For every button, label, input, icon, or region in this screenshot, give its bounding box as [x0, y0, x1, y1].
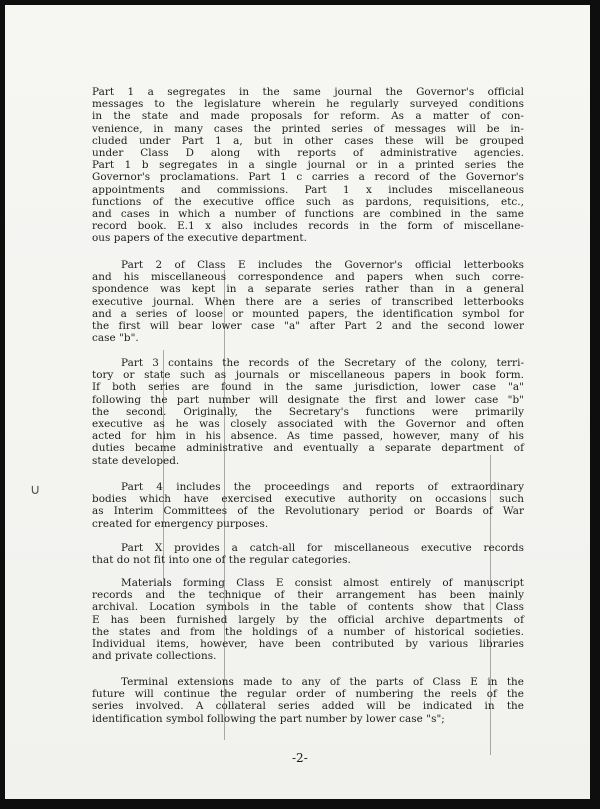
margin-mark: ∪ [30, 482, 41, 498]
text-line: ous papers of the executive department. [92, 232, 307, 245]
text-line: the second. Originally, the Secretary's functions were primarily [92, 405, 524, 418]
text-line: and cases in which a number of functions are combined in the same [92, 207, 524, 220]
text-line: Terminal extensions made to any of the parts of Class E in the [121, 676, 524, 688]
text-line: and a series of loose or mounted papers, the identification symbol for [92, 307, 524, 320]
text-line: E has been furnished largely by the official archive departments of [92, 613, 524, 626]
text-line: created for emergency purposes. [92, 517, 269, 530]
text-line: case "b". [92, 332, 139, 345]
text-line: If both series are found in the same jurisdiction, lower case "a" [92, 381, 524, 394]
text-line: messages to the legislature wherein he regularly surveyed conditions [92, 98, 524, 111]
paragraph-part-1 [92, 86, 524, 244]
text-line: acted for him in his absence. As time passed, however, many of his [92, 430, 524, 443]
paragraph-part-x [92, 542, 524, 566]
text-line: record book. E.1 x also includes records in the form of miscellane- [92, 220, 524, 233]
text-line: records and the technique of their arrangement has been mainly [92, 589, 524, 602]
text-line: duties became administrative and eventually a separate department of [92, 442, 524, 455]
text-line: that do not fit into one of the regular categories. [92, 554, 351, 567]
text-line: Part 3 contains the records of the Secretary of the colony, terri- [121, 357, 524, 369]
paragraph-part-4 [92, 481, 524, 530]
text-line: the first will bear lower case "a" after Part 2 and the second lower [92, 319, 524, 332]
text-line: Part 1 b segregates in a single journal or in a printed series the [92, 159, 524, 172]
text-line: under Class D along with reports of administrative agencies. [92, 146, 524, 159]
text-line: Materials forming Class E consist almost entirely of manuscript [121, 577, 524, 589]
text-line: in the state and made proposals for reform. As a matter of con- [92, 110, 524, 123]
text-line: functions of the executive office such as pardons, requisitions, etc., [92, 195, 524, 208]
text-line: future will continue the regular order of numbering the reels of the [92, 688, 524, 701]
text-line: Governor's proclamations. Part 1 c carries a record of the Governor's [92, 171, 524, 184]
text-line: cluded under Part 1 a, but in other cases these will be grouped [92, 134, 524, 147]
text-line: Part 1 a segregates in the same journal the Governor's official [92, 86, 524, 98]
text-line: venience, in many cases the printed series of messages will be in- [92, 122, 524, 135]
text-line: following the part number will designate the first and lower case "b" [92, 393, 524, 406]
text-line: executive as he was closely associated with the Governor and often [92, 417, 524, 430]
text-line: series involved. A collateral series added will be indicated in the [92, 700, 524, 713]
text-line: the states and from the holdings of a number of historical societies. [92, 625, 524, 638]
text-line: executive journal. When there are a series of transcribed letterbooks [92, 295, 524, 308]
text-line: state developed. [92, 454, 180, 467]
text-line: Part 2 of Class E includes the Governor's official letterbooks [121, 259, 524, 271]
text-line: spondence was kept in a separate series rather than in a general [92, 283, 524, 296]
text-line: and private collections. [92, 650, 217, 663]
text-line: identification symbol following the part number by lower case "s"; [92, 712, 445, 725]
text-line: bodies which have exercised executive authority on occasions such [92, 493, 524, 506]
text-line: Part X provides a catch-all for miscellaneous executive records [121, 542, 524, 554]
text-line: Part 4 includes the proceedings and reports of extraordinary [121, 481, 524, 493]
text-line: Individual items, however, have been contributed by various libraries [92, 637, 524, 650]
text-line: and his miscellaneous correspondence and papers when such corre- [92, 271, 524, 284]
text-line: archival. Location symbols in the table of contents show that Class [92, 601, 524, 614]
text-line: tory or state such as journals or miscellaneous papers in book form. [92, 369, 524, 382]
text-line: appointments and commissions. Part 1 x includes miscellaneous [92, 183, 524, 196]
paragraph-materials [92, 577, 524, 662]
text-line: as Interim Committees of the Revolutionary period or Boards of War [92, 505, 524, 518]
paragraph-terminal-extensions [92, 676, 524, 725]
page-number: -2- [292, 751, 308, 765]
paragraph-part-3 [92, 357, 524, 467]
paragraph-part-2 [92, 259, 524, 344]
